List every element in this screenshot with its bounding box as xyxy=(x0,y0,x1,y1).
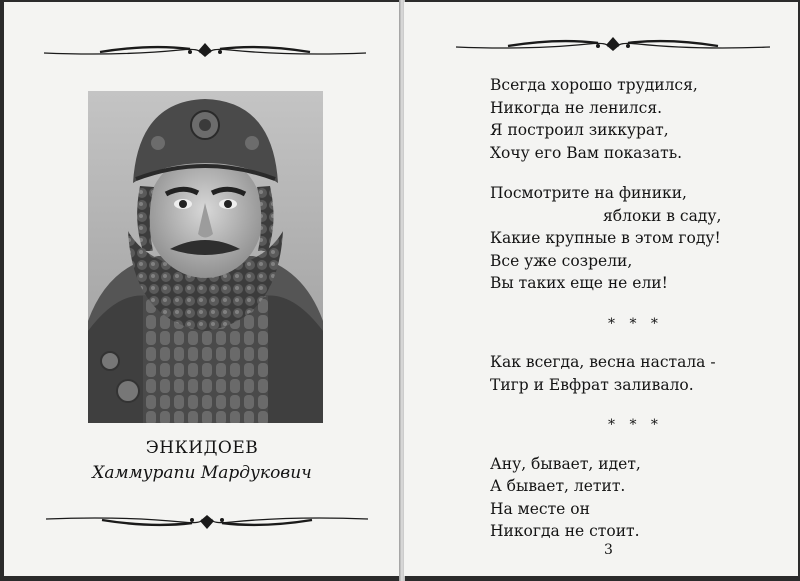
poem-line: Все уже созрели, xyxy=(490,251,633,270)
poem-line: Всегда хорошо трудился, xyxy=(490,76,698,94)
poem-line: Какие крупные в этом году! xyxy=(490,229,721,247)
poem-line: А бывает, летит. xyxy=(490,477,626,495)
left-page xyxy=(4,2,401,576)
page-number: 3 xyxy=(604,542,613,558)
poem-line: Ану, бывает, идет, xyxy=(490,454,641,473)
bearded-man-portrait-icon xyxy=(88,91,323,423)
stanza-separator: * * * xyxy=(608,417,663,433)
stanza-3 xyxy=(490,351,790,396)
poem-line: Никогда не стоит. xyxy=(490,522,640,540)
top-left-flourish-divider-icon xyxy=(40,40,370,62)
top-right-flourish-divider-icon xyxy=(452,34,774,56)
poem-line: яблоки в саду, xyxy=(603,206,722,225)
poem-line: На месте он xyxy=(490,499,590,518)
portrait-caption-name: ЭНКИДОЕВ xyxy=(145,438,259,458)
bottom-left-flourish-divider-icon xyxy=(42,510,372,532)
right-page xyxy=(404,2,798,576)
poem-line: Как всегда, весна настала - xyxy=(490,353,716,371)
poem-line: Я построил зиккурат, xyxy=(490,121,669,139)
poem-line: Тигр и Евфрат заливало. xyxy=(490,375,694,394)
poem-text xyxy=(490,74,790,561)
stanza-2 xyxy=(490,182,790,295)
poem-line: Хочу его Вам показать. xyxy=(490,143,683,162)
poem-line: Посмотрите на финики, xyxy=(490,184,687,202)
portrait-caption-patronym: Хаммурапи Мардукович xyxy=(92,463,312,483)
stanza-separator: * * * xyxy=(608,315,663,332)
poem-line: Никогда не ленился. xyxy=(490,98,663,117)
stanza-1 xyxy=(490,74,790,164)
stanza-4 xyxy=(490,453,790,543)
poem-line: Вы таких еще не ели! xyxy=(490,274,668,292)
